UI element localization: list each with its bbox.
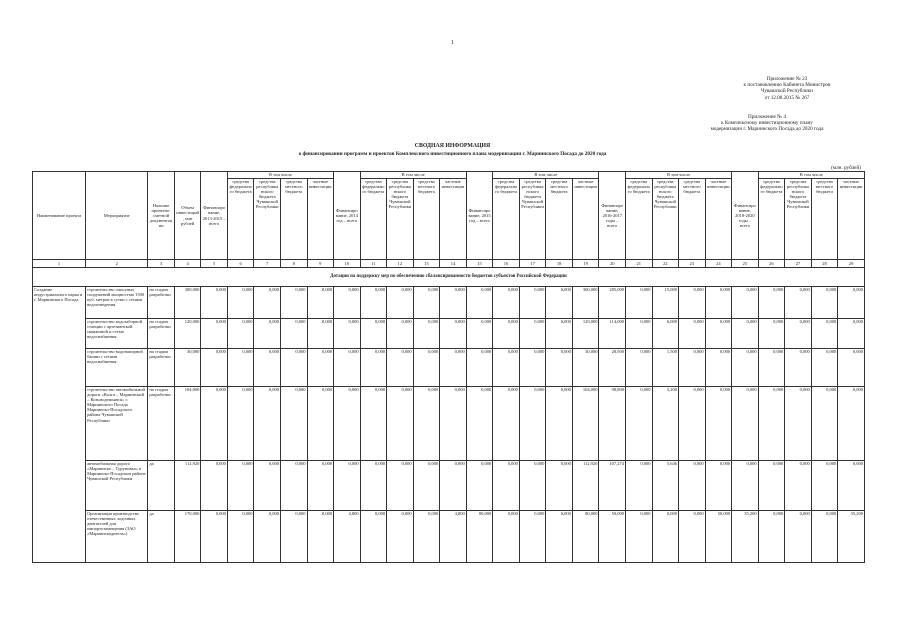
value-cell: 0,000: [811, 511, 838, 563]
value-cell: 5,646: [652, 461, 679, 511]
value-cell: 170,000: [174, 511, 201, 563]
table-row: [33, 287, 865, 319]
value-cell: 0,000: [785, 287, 812, 319]
column-number: 28: [811, 260, 838, 268]
value-cell: 0,000: [466, 319, 493, 349]
header-local: средства местного бюджета: [811, 179, 838, 260]
column-number: 18: [546, 260, 573, 268]
header-total-2016-2017: Финансирование, 2016-2017 годы – всего: [599, 172, 626, 260]
header-federal: средства федерального бюджета: [493, 179, 520, 260]
appendix-header-1: [727, 76, 847, 101]
value-cell: 0,000: [227, 387, 254, 461]
project-name-cell: Создание индустриального парка в г. Мариинского Посада: [33, 287, 86, 563]
header-group-1: В том числе: [227, 172, 333, 179]
value-cell: 35,200: [732, 511, 759, 563]
header-measure: Мероприятие: [86, 172, 148, 260]
header-private: частные инвестиции: [307, 179, 334, 260]
docs-status-cell: на стадии разработки: [148, 349, 175, 387]
value-cell: 0,000: [254, 511, 281, 563]
appendix-2-line: Приложение № 4: [748, 114, 786, 120]
value-cell: 0,000: [705, 387, 732, 461]
header-republic: средства республиканского бюджета Чувашской Республики: [519, 179, 546, 260]
value-cell: 0,000: [625, 319, 652, 349]
header-republic: средства республиканского бюджета Чувашской Республики: [387, 179, 414, 260]
value-cell: 0,000: [227, 349, 254, 387]
measure-cell: автомобильная дорога «Мариинско – Туруновка» в Мариинско-Посадском районе Чувашской Республики: [86, 461, 148, 511]
value-cell: 1,500: [652, 349, 679, 387]
value-cell: 0,000: [785, 461, 812, 511]
measure-cell: строительство водозаборной станции с артезианской скважиной и сетью водоснабжения: [86, 319, 148, 349]
column-number: 1: [33, 260, 86, 268]
appendix-1-line: Приложение № 23: [766, 76, 808, 82]
column-number: 20: [599, 260, 626, 268]
value-cell: 0,000: [811, 387, 838, 461]
header-project: Наименование проекта: [33, 172, 86, 260]
document-title: СВОДНАЯ ИНФОРМАЦИЯ: [414, 143, 491, 149]
header-republic: средства республиканского бюджета Чувашской Республики: [652, 179, 679, 260]
value-cell: 0,000: [254, 349, 281, 387]
header-federal: средства федерального бюджета: [625, 179, 652, 260]
value-cell: 114,000: [599, 319, 626, 349]
value-cell: 120,000: [572, 319, 599, 349]
column-number: 3: [148, 260, 175, 268]
docs-status-cell: на стадии разработки: [148, 387, 175, 461]
value-cell: 0,000: [413, 511, 440, 563]
value-cell: 0,000: [625, 461, 652, 511]
table-row: [33, 319, 865, 349]
header-local: средства местного бюджета: [413, 179, 440, 260]
value-cell: 0,000: [387, 319, 414, 349]
value-cell: 0,000: [413, 387, 440, 461]
header-investment: Объем инвестиций, млн рублей: [174, 172, 201, 260]
column-number: 26: [758, 260, 785, 268]
value-cell: 120,000: [174, 319, 201, 349]
value-cell: 0,000: [519, 287, 546, 319]
value-cell: 104,000: [572, 387, 599, 461]
value-cell: 0,000: [201, 349, 228, 387]
value-cell: 0,000: [360, 461, 387, 511]
value-cell: 0,000: [732, 349, 759, 387]
value-cell: 4,800: [334, 511, 361, 563]
value-cell: 0,000: [705, 349, 732, 387]
value-cell: 0,000: [307, 461, 334, 511]
value-cell: 0,000: [387, 511, 414, 563]
value-cell: 0,000: [732, 287, 759, 319]
header-docs: Наличие проектно-сметной документации: [148, 172, 175, 260]
value-cell: 0,000: [838, 319, 865, 349]
value-cell: 0,000: [254, 319, 281, 349]
header-group-2: В том числе: [360, 172, 466, 179]
header-total-2018-2020: Финансирование, 2018-2020 годы – всего: [732, 172, 759, 260]
appendix-1-line: к постановлению Кабинета Министров: [743, 82, 831, 89]
value-cell: 0,000: [785, 319, 812, 349]
value-cell: 0,000: [519, 349, 546, 387]
value-cell: 0,000: [679, 349, 706, 387]
value-cell: 0,000: [785, 349, 812, 387]
value-cell: 0,000: [493, 319, 520, 349]
header-total-2014: Финансирование, 2014 год – всего: [334, 172, 361, 260]
value-cell: 0,000: [493, 387, 520, 461]
value-cell: 0,000: [201, 287, 228, 319]
value-cell: 0,000: [227, 319, 254, 349]
value-cell: 30,000: [572, 349, 599, 387]
value-cell: 0,000: [254, 387, 281, 461]
value-cell: 285,000: [599, 287, 626, 319]
table-row: [33, 461, 865, 511]
value-cell: 0,000: [811, 319, 838, 349]
docs-status-cell: на стадии разработки: [148, 319, 175, 349]
value-cell: 0,000: [679, 319, 706, 349]
value-cell: 0,000: [413, 287, 440, 319]
value-cell: 0,000: [387, 287, 414, 319]
value-cell: 0,000: [307, 349, 334, 387]
value-cell: 0,000: [387, 387, 414, 461]
value-cell: 0,000: [519, 319, 546, 349]
value-cell: 0,000: [679, 387, 706, 461]
value-cell: 0,000: [811, 461, 838, 511]
value-cell: 0,000: [387, 461, 414, 511]
table-row: [33, 387, 865, 461]
value-cell: 0,000: [493, 511, 520, 563]
column-number: 11: [360, 260, 387, 268]
value-cell: 0,000: [360, 511, 387, 563]
column-number: 12: [387, 260, 414, 268]
value-cell: 0,000: [546, 461, 573, 511]
table-row: [33, 349, 865, 387]
header-group-3: В том числе: [493, 172, 599, 179]
value-cell: 0,000: [679, 287, 706, 319]
value-cell: 0,000: [334, 387, 361, 461]
column-number: 6: [227, 260, 254, 268]
value-cell: 0,000: [334, 287, 361, 319]
value-cell: 0,000: [201, 461, 228, 511]
value-cell: 0,000: [254, 287, 281, 319]
value-cell: 0,000: [625, 387, 652, 461]
value-cell: 0,000: [785, 387, 812, 461]
value-cell: 0,000: [493, 461, 520, 511]
value-cell: 0,000: [280, 319, 307, 349]
value-cell: 0,000: [705, 287, 732, 319]
value-cell: 0,000: [732, 319, 759, 349]
value-cell: 6,000: [652, 319, 679, 349]
value-cell: 50,000: [599, 511, 626, 563]
value-cell: 0,000: [254, 461, 281, 511]
header-group-5: В том числе: [758, 172, 864, 179]
value-cell: 0,000: [705, 461, 732, 511]
value-cell: 0,000: [625, 287, 652, 319]
value-cell: 0,000: [307, 511, 334, 563]
value-cell: 0,000: [838, 461, 865, 511]
value-cell: 112,920: [572, 461, 599, 511]
value-cell: 0,000: [758, 319, 785, 349]
value-cell: 0,000: [732, 461, 759, 511]
measure-cell: строительство очистных сооружений мощностью 1500 куб. метров в сутки с сетями водоотведения: [86, 287, 148, 319]
value-cell: 0,000: [493, 349, 520, 387]
value-cell: 0,000: [519, 461, 546, 511]
value-cell: 0,000: [360, 287, 387, 319]
value-cell: 30,000: [174, 349, 201, 387]
appendix-2-line: к Комплексному инвестиционному плану: [721, 120, 813, 127]
value-cell: 0,000: [493, 287, 520, 319]
header-private: частные инвестиции: [705, 179, 732, 260]
appendix-1-line: Чувашской Республики: [761, 88, 813, 95]
value-cell: 0,000: [466, 461, 493, 511]
column-number: 22: [652, 260, 679, 268]
docs-status-cell: да: [148, 461, 175, 511]
value-cell: 50,000: [705, 511, 732, 563]
value-cell: 0,000: [758, 387, 785, 461]
column-number: 8: [280, 260, 307, 268]
value-cell: 0,000: [334, 349, 361, 387]
value-cell: 0,000: [758, 511, 785, 563]
appendix-header-2: [687, 114, 847, 133]
column-number: 10: [334, 260, 361, 268]
value-cell: 0,000: [280, 349, 307, 387]
value-cell: 0,000: [201, 387, 228, 461]
column-number: 4: [174, 260, 201, 268]
value-cell: 80,000: [466, 511, 493, 563]
section-title: Дотации на поддержку мер по обеспечению сбалансированности бюджетов субъектов Российской Федерации: [33, 268, 865, 287]
column-number: 19: [572, 260, 599, 268]
header-local: средства местного бюджета: [679, 179, 706, 260]
value-cell: 0,000: [758, 461, 785, 511]
value-cell: 0,000: [227, 511, 254, 563]
value-cell: 0,000: [838, 349, 865, 387]
value-cell: 0,000: [546, 287, 573, 319]
value-cell: 0,000: [625, 349, 652, 387]
value-cell: 0,000: [360, 387, 387, 461]
column-number-row: [33, 260, 865, 268]
value-cell: 0,000: [838, 387, 865, 461]
appendix-1-line: от 12.08.2015 № 267: [764, 94, 810, 101]
value-cell: 0,000: [280, 461, 307, 511]
header-federal: средства федерального бюджета: [758, 179, 785, 260]
value-cell: 104,000: [174, 387, 201, 461]
value-cell: 300,000: [174, 287, 201, 319]
value-cell: 112,920: [174, 461, 201, 511]
value-cell: 0,000: [307, 387, 334, 461]
value-cell: 5,200: [652, 387, 679, 461]
value-cell: 0,000: [625, 511, 652, 563]
appendix-2-line: модернизации г. Мариинского Посада до 2020 года: [710, 126, 824, 133]
value-cell: 0,000: [227, 461, 254, 511]
column-number: 24: [705, 260, 732, 268]
value-cell: 0,000: [227, 287, 254, 319]
value-cell: 0,000: [811, 287, 838, 319]
value-cell: 300,000: [572, 287, 599, 319]
column-number: 25: [732, 260, 759, 268]
value-cell: 0,000: [307, 287, 334, 319]
value-cell: 0,000: [732, 387, 759, 461]
value-cell: 98,800: [599, 387, 626, 461]
value-cell: 0,000: [360, 319, 387, 349]
value-cell: 0,000: [413, 349, 440, 387]
value-cell: 0,000: [838, 287, 865, 319]
value-cell: 35,200: [838, 511, 865, 563]
column-number: 9: [307, 260, 334, 268]
column-number: 16: [493, 260, 520, 268]
value-cell: 0,000: [466, 287, 493, 319]
measure-cell: строительство водонапорной башни с сетями водоснабжения: [86, 349, 148, 387]
header-private: частные инвестиции: [838, 179, 865, 260]
header-total-2013-2015: Финансирование, 2013-2015 – всего: [201, 172, 228, 260]
column-number: 7: [254, 260, 281, 268]
value-cell: 0,000: [201, 511, 228, 563]
header-local: средства местного бюджета: [280, 179, 307, 260]
column-number: 21: [625, 260, 652, 268]
value-cell: 28,500: [599, 349, 626, 387]
value-cell: 0,000: [546, 511, 573, 563]
column-number: 13: [413, 260, 440, 268]
column-number: 14: [440, 260, 467, 268]
header-private: частные инвестиции: [572, 179, 599, 260]
value-cell: 0,000: [280, 387, 307, 461]
header-federal: средства федерального бюджета: [360, 179, 387, 260]
value-cell: 0,000: [360, 349, 387, 387]
value-cell: 0,000: [519, 387, 546, 461]
column-number: 5: [201, 260, 228, 268]
header-federal: средства федерального бюджета: [227, 179, 254, 260]
column-number: 29: [838, 260, 865, 268]
value-cell: 0,000: [466, 349, 493, 387]
column-number: 27: [785, 260, 812, 268]
header-republic: средства республиканского бюджета Чувашской Республики: [785, 179, 812, 260]
value-cell: 0,000: [440, 319, 467, 349]
header-republic: средства республиканского бюджета Чувашской Республики: [254, 179, 281, 260]
document-subtitle: о финансировании программ и проектов Комплексного инвестиционного плана модернизации г. Мариинского Посада до 2020 года: [298, 151, 607, 157]
financing-table: [32, 171, 865, 563]
value-cell: 0,000: [758, 349, 785, 387]
value-cell: 0,000: [280, 287, 307, 319]
value-cell: 0,000: [413, 319, 440, 349]
measure-cell: Организация производства отечественных лодочных двигателей для импортозамещения (ЗАО «Мариинскодизель»): [86, 511, 148, 563]
value-cell: 0,000: [811, 349, 838, 387]
value-cell: 0,000: [466, 387, 493, 461]
value-cell: 0,000: [652, 511, 679, 563]
value-cell: 0,000: [546, 319, 573, 349]
header-total-2015: Финансирование, 2015 год – всего: [466, 172, 493, 260]
column-number: 15: [466, 260, 493, 268]
value-cell: 0,000: [546, 387, 573, 461]
value-cell: 0,000: [201, 319, 228, 349]
docs-status-cell: да: [148, 511, 175, 563]
page-number: 1: [451, 40, 454, 46]
value-cell: 0,000: [413, 461, 440, 511]
value-cell: 15,000: [652, 287, 679, 319]
header-private: частные инвестиции: [440, 179, 467, 260]
value-cell: 0,000: [334, 461, 361, 511]
value-cell: 0,000: [440, 387, 467, 461]
value-cell: 80,000: [572, 511, 599, 563]
docs-status-cell: на стадии разработки: [148, 287, 175, 319]
value-cell: 0,000: [334, 319, 361, 349]
header-local: средства местного бюджета: [546, 179, 573, 260]
value-cell: 0,000: [307, 319, 334, 349]
value-cell: 0,000: [679, 511, 706, 563]
value-cell: 0,000: [280, 511, 307, 563]
value-cell: 107,274: [599, 461, 626, 511]
value-cell: 4,800: [440, 511, 467, 563]
value-cell: 0,000: [519, 511, 546, 563]
column-number: 17: [519, 260, 546, 268]
column-number: 23: [679, 260, 706, 268]
measure-cell: строительство автомобильной дороги «Волга – Мариинский – Козьмодемьянск» г. Мариинского Посада Мариинско-Посадского района Чувашской Республики: [86, 387, 148, 461]
value-cell: 0,000: [546, 349, 573, 387]
value-cell: 0,000: [387, 349, 414, 387]
header-group-4: В том числе: [625, 172, 731, 179]
value-cell: 0,000: [440, 287, 467, 319]
value-cell: 0,000: [679, 461, 706, 511]
value-cell: 0,000: [440, 461, 467, 511]
value-cell: 0,000: [705, 319, 732, 349]
value-cell: 0,000: [785, 511, 812, 563]
units-label: (млн. рублей): [831, 165, 861, 171]
column-number: 2: [86, 260, 148, 268]
value-cell: 0,000: [440, 349, 467, 387]
value-cell: 0,000: [758, 287, 785, 319]
table-row: [33, 511, 865, 563]
